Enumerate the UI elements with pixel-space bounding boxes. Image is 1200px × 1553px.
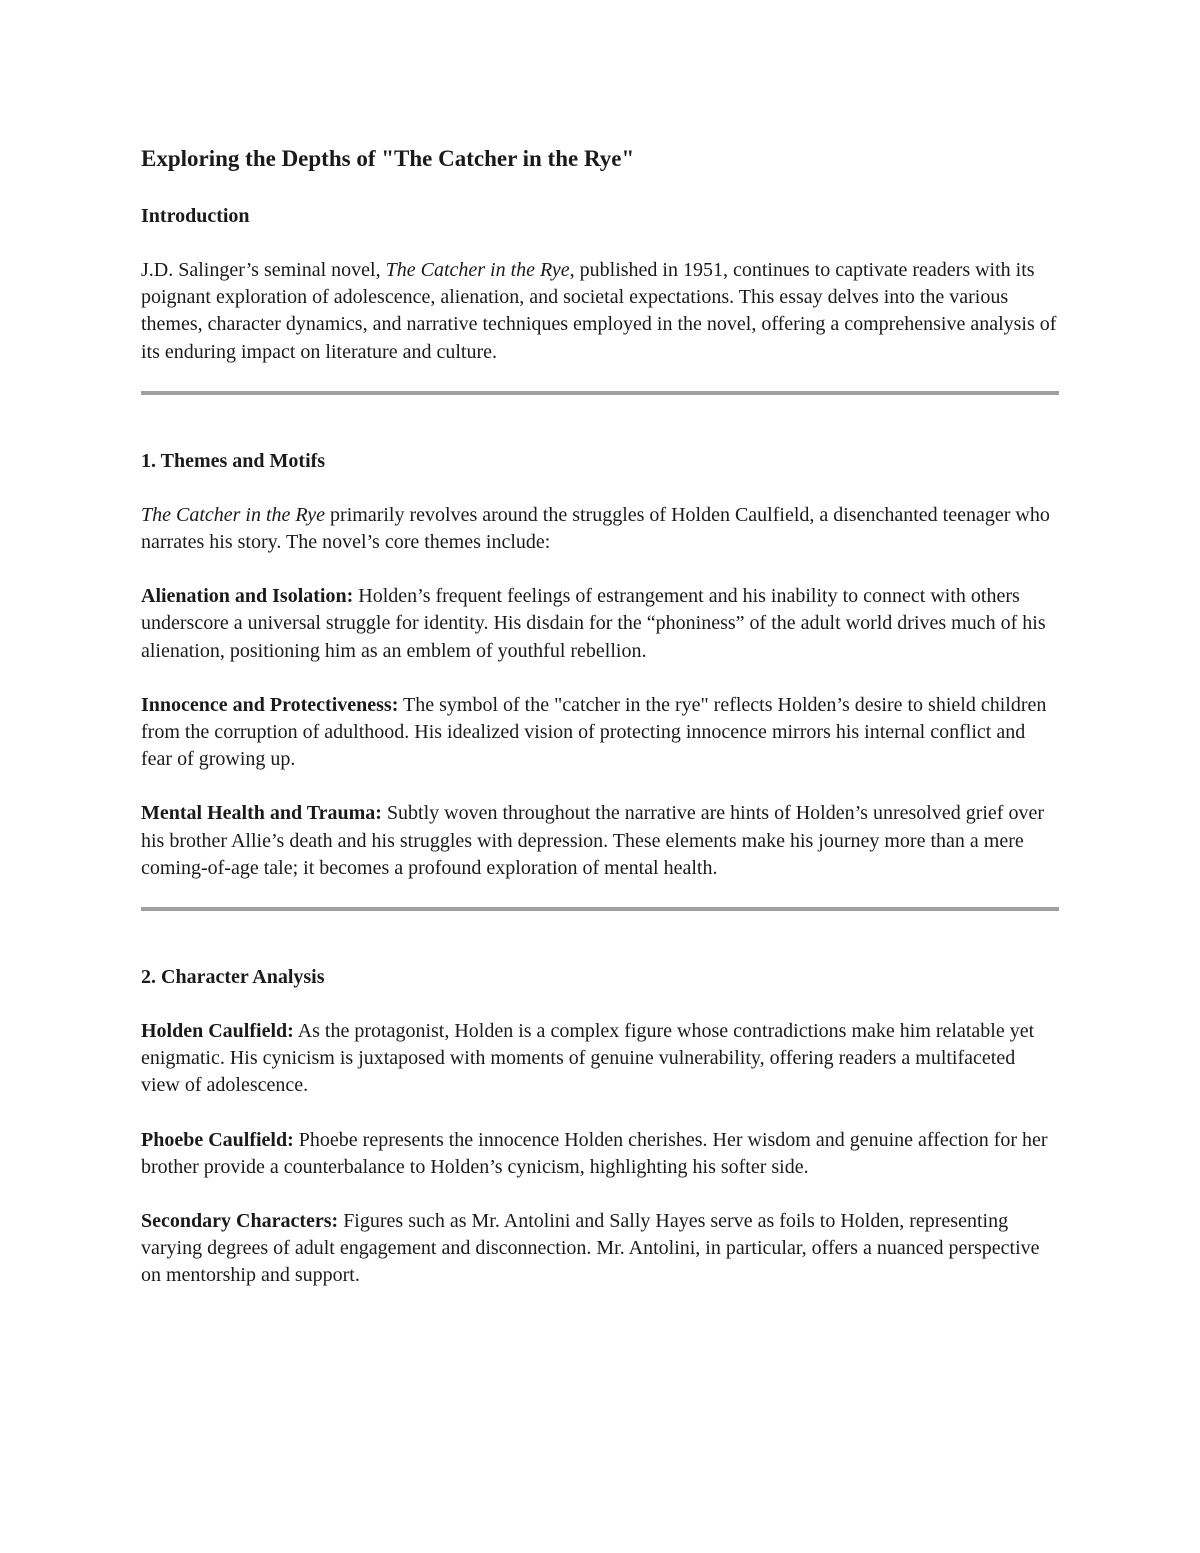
theme-item-text: The symbol of the "catcher in the rye" reflects Holden’s desire to shield children from the corruption of adulthood. His idealized vision of protecting innocence mirrors his internal conflict and fear of growing up. bbox=[141, 693, 1047, 771]
themes-lead-text: primarily revolves around the struggles of Holden Caulfield, a disenchanted teenager who narrates his story. The novel’s core themes include: bbox=[141, 503, 1050, 554]
theme-item-label: Alienation and Isolation: bbox=[141, 585, 354, 608]
theme-item bbox=[141, 583, 1059, 665]
character-item bbox=[141, 1208, 1059, 1290]
character-item-label: Phoebe Caulfield: bbox=[141, 1128, 294, 1151]
theme-item-text: Holden’s frequent feelings of estrangement and his inability to connect with others underscore a universal struggle for identity. His disdain for the “phoniness” of the adult world drives much of his alienation, positioning him as an emblem of youthful rebellion. bbox=[141, 585, 1046, 662]
theme-item-label: Mental Health and Trauma: bbox=[141, 802, 382, 825]
section-divider bbox=[141, 907, 1059, 911]
intro-text-end: , published in 1951, continues to captivate readers with its poignant exploration of adolescence, alienation, and societal expectations. This essay delves into the various themes, character dynamics, and narrative techniques employed in the novel, offering a comprehensive analysis of its enduring impact on literature and culture. bbox=[141, 259, 1057, 363]
intro-text-start: J.D. Salinger’s seminal novel, bbox=[141, 259, 386, 281]
document-title: Exploring the Depths of "The Catcher in the Rye" bbox=[141, 146, 635, 171]
intro-paragraph bbox=[141, 257, 1059, 366]
theme-item-text: Subtly woven throughout the narrative are hints of Holden’s unresolved grief over his brother Allie’s death and his struggles with depression. These elements make his journey more than a mere coming-of-age tale; it becomes a profound exploration of mental health. bbox=[141, 802, 1044, 879]
document-page bbox=[141, 143, 1059, 1290]
theme-item-label: Innocence and Protectiveness: bbox=[141, 693, 399, 716]
characters-heading: 2. Character Analysis bbox=[141, 966, 325, 989]
character-item-text: Figures such as Mr. Antolini and Sally Hayes serve as foils to Holden, representing varying degrees of adult engagement and disconnection. Mr. Antolini, in particular, offers a nuanced perspective on mentorship and support. bbox=[141, 1210, 1040, 1287]
intro-heading: Introduction bbox=[141, 205, 250, 227]
themes-lead-paragraph bbox=[141, 502, 1059, 556]
theme-item bbox=[141, 692, 1059, 774]
book-title-italic: The Catcher in the Rye bbox=[141, 503, 326, 526]
book-title-italic: The Catcher in the Rye bbox=[385, 259, 570, 281]
theme-item bbox=[141, 800, 1059, 882]
character-item-label: Holden Caulfield: bbox=[141, 1020, 294, 1043]
character-item bbox=[141, 1018, 1059, 1100]
character-item-text: Phoebe represents the innocence Holden cherishes. Her wisdom and genuine affection for her brother provide a counterbalance to Holden’s cynicism, highlighting his softer side. bbox=[141, 1128, 1048, 1178]
character-item-label: Secondary Characters: bbox=[141, 1210, 339, 1233]
section-divider bbox=[141, 391, 1059, 395]
character-item-text: As the protagonist, Holden is a complex figure whose contradictions make him relatable yet enigmatic. His cynicism is juxtaposed with moments of genuine vulnerability, offering readers a multifaceted view of adolescence. bbox=[141, 1020, 1035, 1097]
themes-heading: 1. Themes and Motifs bbox=[141, 449, 326, 472]
character-item bbox=[141, 1127, 1059, 1181]
